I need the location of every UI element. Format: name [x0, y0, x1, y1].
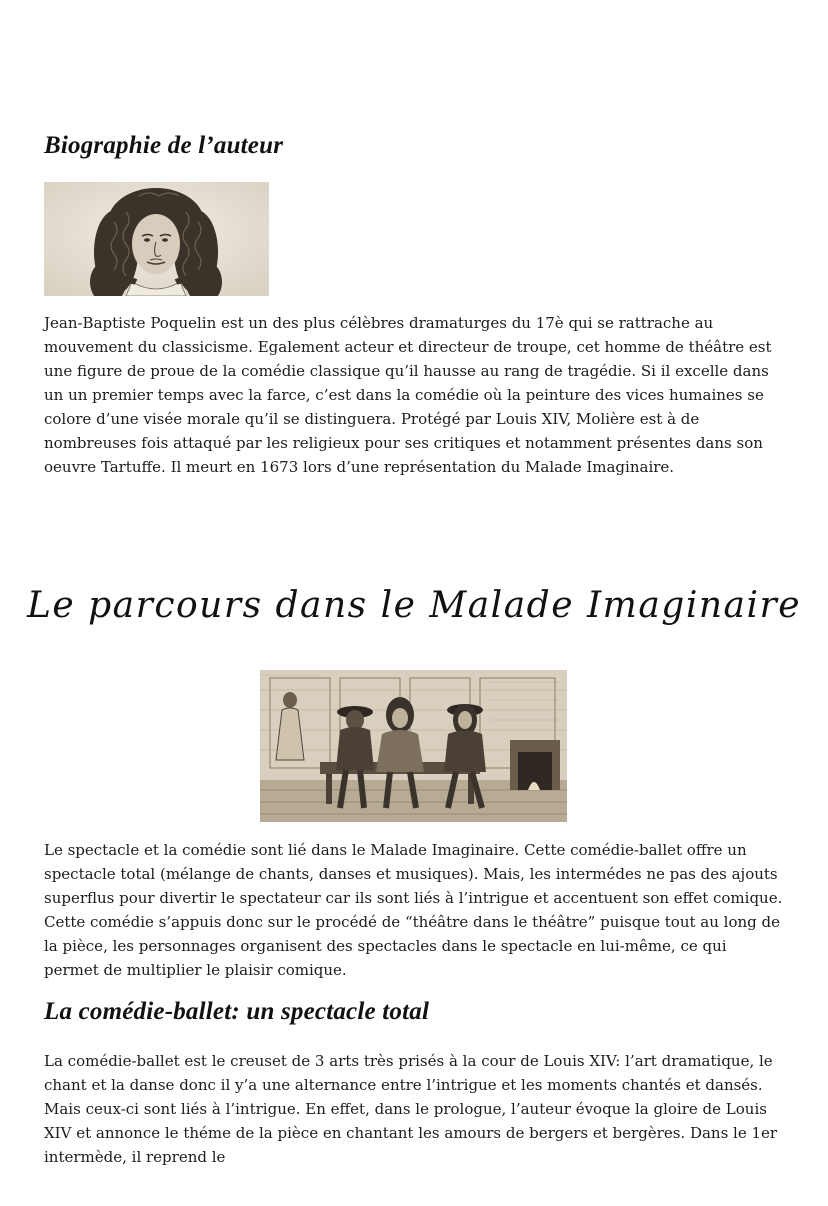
scene-engraving-image [260, 670, 567, 822]
section-title-biographie: Biographie de l’auteur [44, 132, 284, 159]
section-title-parcours: Le parcours dans le Malade Imaginaire [26, 585, 802, 626]
biography-paragraph: Jean-Baptiste Poquelin est un des plus célèbres dramaturges du 17è qui se rattrache au mouvement du classicisme. Egalement acteur et directeur de troupe, cet homme de théâtre est une figure de proue de la comédie classique qu’il hausse au rang de tragédie. Si il excelle dans un un premier temps avec la farce, c’est dans la comédie où la peinture des vices humaines se colore d’une visée morale qu’il se distinguera. Protégé par Louis XIV, Molière est à de nombreuses fois attaqué par les religieux pour ses critiques et notamment présentes dans son oeuvre Tartuffe. Il meurt en 1673 lors d’une représentation du Malade Imaginaire. [44, 314, 772, 476]
parcours-paragraph: Le spectacle et la comédie sont lié dans le Malade Imaginaire. Cette comédie-ballet offre un spectacle total (mélange de chants, danses et musiques). Mais, les intermédes ne pas des ajouts superflus pour divertir le spectateur car ils sont liés à l’intrigue et accentuent son effet comique. Cette comédie s’appuis donc sur le procédé de “théâtre dans le théâtre” puisque tout au long de la pièce, les personnages organisent des spectacles dans le spectacle en lui-même, ce qui permet de multiplier le plaisir comique. [44, 841, 783, 979]
portrait-image [44, 182, 269, 296]
comedie-ballet-paragraph: La comédie-ballet est le creuset de 3 arts très prisés à la cour de Louis XIV: l’art dramatique, le chant et la danse donc il y’a une alternance entre l’intrigue et les moments chantés et dansés. Mais ceux-ci sont liés à l’intrigue. En effet, dans le prologue, l’auteur évoque la gloire de Louis XIV et annonce le théme de la pièce en chantant les amours de bergers et bergères. Dans le 1er intermède, il reprend le [44, 1052, 778, 1166]
section-title-comedie-ballet: La comédie-ballet: un spectacle total [44, 998, 430, 1025]
